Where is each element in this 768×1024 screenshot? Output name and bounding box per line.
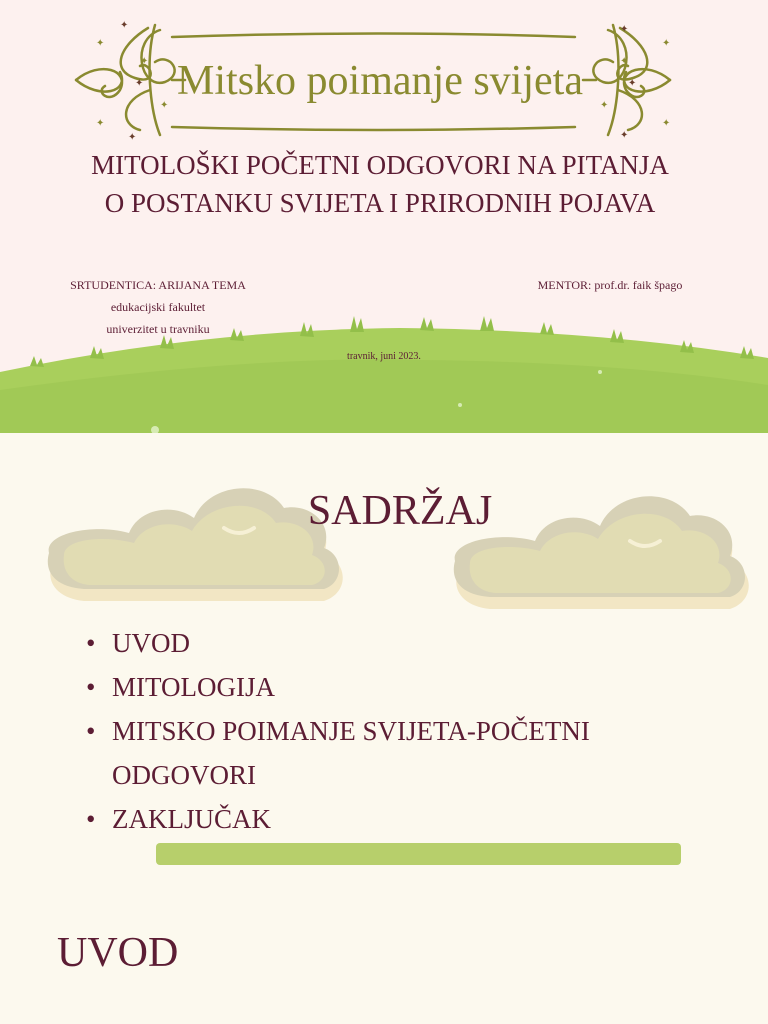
svg-text:✦: ✦ — [128, 132, 137, 143]
student-info — [48, 274, 268, 340]
university-name: univerzitet u travniku — [106, 322, 210, 336]
title-slide — [0, 0, 768, 433]
svg-text:✦: ✦ — [140, 56, 149, 67]
contents-heading: SADRŽAJ — [307, 488, 493, 534]
section-heading: UVOD — [57, 930, 179, 976]
list-item-label: UVOD — [112, 628, 190, 658]
svg-text:✦: ✦ — [160, 100, 169, 111]
svg-text:✦: ✦ — [620, 56, 629, 67]
svg-text:✦: ✦ — [662, 38, 671, 49]
student-name: SRTUDENTICA: ARIJANA TEMA — [70, 278, 246, 292]
list-item — [86, 621, 666, 665]
svg-text:✦: ✦ — [620, 24, 629, 35]
list-item — [86, 709, 666, 797]
svg-text:✦: ✦ — [600, 100, 609, 111]
list-item — [86, 797, 666, 841]
bullet-icon: • — [86, 672, 96, 702]
faculty-name: edukacijski fakultet — [110, 300, 206, 314]
svg-text:✦: ✦ — [662, 118, 671, 129]
contents-list — [86, 621, 666, 841]
date-label: travnik, juni 2023. — [347, 351, 421, 362]
presentation-subtitle: MITOLOŠKI POČETNI ODGOVORI NA PITANJA O POSTANKU SVIJETA I PRIRODNIH POJAVA — [91, 150, 669, 218]
list-item-label: ZAKLJUČAK — [112, 804, 271, 834]
list-item-label: MITOLOGIJA — [112, 672, 275, 702]
accent-bar — [156, 843, 681, 865]
bullet-icon: • — [86, 804, 96, 834]
svg-text:✦: ✦ — [620, 130, 629, 141]
mentor-info — [480, 274, 740, 296]
svg-text:✦: ✦ — [135, 78, 144, 89]
contents-slide — [0, 433, 768, 1024]
svg-text:✦: ✦ — [96, 38, 105, 49]
bullet-icon: • — [86, 716, 96, 746]
presentation-title: Mitsko poimanje svijeta — [177, 58, 583, 104]
mentor-name: MENTOR: prof.dr. faik špago — [537, 278, 683, 292]
svg-text:✦: ✦ — [120, 20, 129, 31]
list-item — [86, 665, 666, 709]
bullet-icon: • — [86, 628, 96, 658]
svg-text:✦: ✦ — [628, 78, 637, 89]
svg-text:✦: ✦ — [96, 118, 105, 129]
list-item-label: MITSKO POIMANJE SVIJETA-POČETNI ODGOVORI — [112, 716, 590, 790]
